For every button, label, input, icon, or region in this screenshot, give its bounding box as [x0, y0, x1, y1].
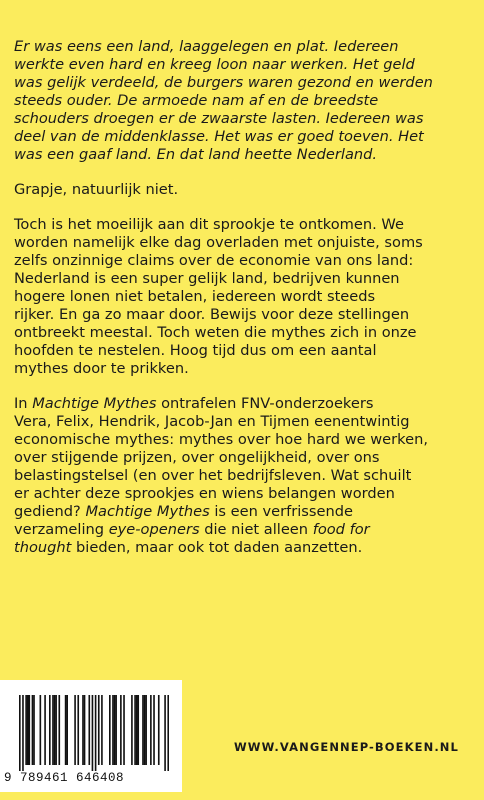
barcode-bar [167, 695, 169, 771]
barcode-bar [58, 695, 60, 765]
barcode-bar [40, 695, 42, 765]
barcode-bar [28, 695, 30, 765]
barcode-bar [55, 695, 57, 765]
barcode-bar [95, 695, 97, 771]
barcode-bar [49, 695, 51, 765]
barcode-bar [84, 695, 86, 765]
body-paragraph: Toch is het moeilijk aan dit sprookje te ontkomen. We worden namelijk elke dag overladen met onjuiste, soms zelfs onzinnige claims over de economie van ons land: Nederland is een super gelijk land, bedrijven kunnen hogere lonen niet betalen, iedereen wordt steeds rijker. En ga zo maar door. Bewijs voor deze stellingen ontbreekt meestal. Toch weten die mythes zich in onze hoofden te nestelen. Hoog tijd dus om een aantal mythes door te prikken. [14, 216, 423, 377]
barcode-bar [27, 695, 29, 765]
book-title-mention-2: Machtige Mythes [85, 503, 210, 520]
barcode-bar [74, 695, 76, 765]
barcode-bar [44, 695, 46, 765]
barcode-bar [77, 695, 79, 765]
barcode-bar [66, 695, 68, 765]
barcode-bar [92, 695, 94, 771]
barcode-icon [19, 695, 169, 771]
barcode-bar [19, 695, 21, 771]
barcode-bar [120, 695, 122, 765]
barcode-bar [101, 695, 103, 765]
barcode-bar [33, 695, 35, 765]
barcode-panel [0, 680, 182, 792]
barcode-bar [158, 695, 160, 765]
publisher-website: WWW.VANGENNEP-BOEKEN.NL [234, 740, 459, 754]
barcode-bar [153, 695, 155, 765]
barcode-bar [150, 695, 152, 765]
barcode-bar [22, 695, 24, 771]
desc-text-2: ontrafelen FNV-onderzoekers Vera, Felix, Hendrik, Jacob-Jan en Tijmen eenentwintig economische mythes: mythes over hoe hard we werken, over stijgende prijzen, over ongelijkheid, over ons belastingstelsel (en over het bedrijfsleven. Wat schuilt er achter deze sprookjes en wiens belangen worden gediend? [14, 395, 428, 520]
barcode-bar [54, 695, 56, 765]
book-title-mention-1: Machtige Mythes [32, 395, 157, 412]
barcode-bar [82, 695, 84, 765]
barcode-bar [109, 695, 111, 765]
food-for-thought-term: food for thought [14, 521, 370, 556]
barcode-bar [134, 695, 136, 765]
barcode-bar [88, 695, 90, 765]
back-cover-text [14, 38, 466, 557]
barcode-bar [25, 695, 27, 765]
barcode-bar [52, 695, 54, 765]
barcode-bar [123, 695, 125, 765]
barcode-bar [142, 695, 144, 765]
eye-openers-term: eye-openers [108, 521, 200, 538]
joke-paragraph: Grapje, natuurlijk niet. [14, 181, 179, 198]
barcode-digits: 9 789461 646408 [4, 771, 125, 785]
desc-text-4: die niet alleen [199, 521, 313, 538]
barcode-bar [112, 695, 114, 765]
desc-text-5: bieden, maar ook tot daden aanzetten. [71, 539, 363, 556]
barcode-bar [32, 695, 34, 765]
description-paragraph [14, 395, 466, 557]
barcode-bar [144, 695, 146, 765]
barcode-bar [131, 695, 133, 765]
barcode-bar [136, 695, 138, 765]
desc-text-3: is een verfrissende verzameling [14, 503, 353, 538]
barcode-bar [98, 695, 100, 765]
barcode-bar [164, 695, 166, 771]
barcode-bar [114, 695, 116, 765]
desc-text-1: In [14, 395, 33, 412]
barcode-bar [137, 695, 139, 765]
barcode-bar [145, 695, 147, 765]
barcode-bar [65, 695, 67, 765]
barcode-bar [115, 695, 117, 765]
intro-paragraph: Er was eens een land, laaggelegen en plat. Iedereen werkte even hard en kreeg loon naar werken. Het geld was gelijk verdeeld, de burgers waren gezond en werden steeds ouder. De armoede nam af en de breedste schouders droegen er de zwaarste lasten. Iedereen was deel van de middenklasse. Het was er goed toeven. Het was een gaaf land. En dat land heette Nederland. [14, 38, 433, 163]
